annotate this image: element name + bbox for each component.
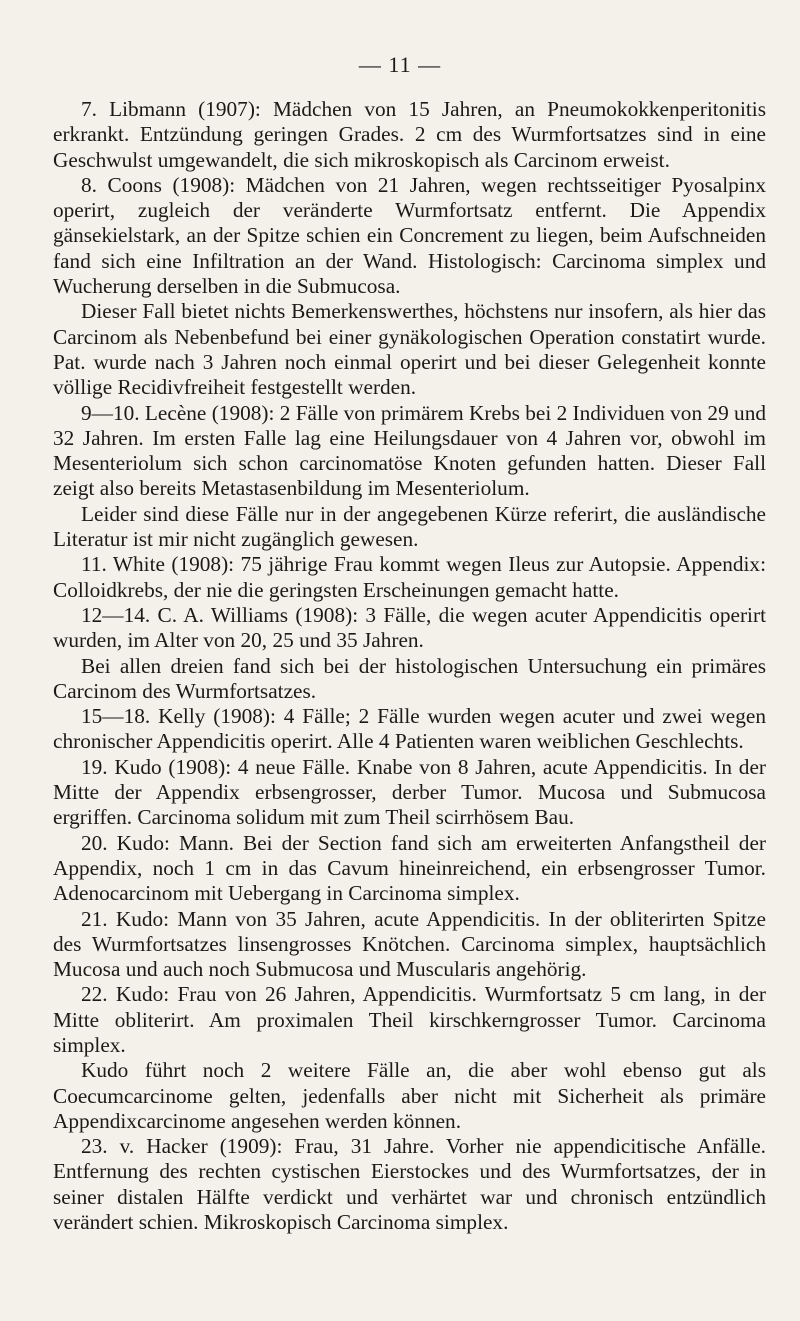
paragraph-case-12-14: 12—14. C. A. Williams (1908): 3 Fälle, die wegen acuter Appendicitis operirt wurden, im Alter von 20, 25 und 35 Jahren. [53,602,766,653]
paragraph-literature-note: Leider sind diese Fälle nur in der angegebenen Kürze referirt, die ausländische Literatur ist mir nicht zugänglich gewesen. [53,501,766,552]
paragraph-case-12-14-finding: Bei allen dreien fand sich bei der histologischen Untersuchung ein primäres Carcinom des Wurmfortsatzes. [53,653,766,703]
page-number: — 11 — [358,52,442,77]
paragraph-case-19: 19. Kudo (1908): 4 neue Fälle. Knabe von 8 Jahren, acute Appendicitis. In der Mitte der Appendix erbsengrosser, derber Tumor. Mucosa und Submucosa ergriffen. Carcinoma solidum mit zum Theil scirrhösem Bau. [53,754,766,830]
paragraph-kudo-note: Kudo führt noch 2 weitere Fälle an, die aber wohl ebenso gut als Coecumcarcinome gelten, jedenfalls aber nicht mit Sicherheit als primäre Appendixcarcinome angesehen werden können. [53,1058,766,1133]
paragraph-case-9-10: 9—10. Lecène (1908): 2 Fälle von primärem Krebs bei 2 Individuen von 29 und 32 Jahren. Im ersten Falle lag eine Heilungsdauer von 4 Jahren vor, obwohl im Mesenteriolum sich schon carcinomatöse Knoten gefunden hatten. Dieser Fall zeigt also bereits Metastasenbildung im Mesenteriolum. [53,400,766,501]
paragraph-case-7: 7. Libmann (1907): Mädchen von 15 Jahren, an Pneumokokkenperitonitis erkrankt. Entzündung geringen Grades. 2 cm des Wurmfortsatzes sind in eine Geschwulst umgewandelt, die sich mikroskopisch als Carcinom erweist. [53,97,766,172]
paragraph-case-21: 21. Kudo: Mann von 35 Jahren, acute Appendicitis. In der obliterirten Spitze des Wurmfortsatzes linsengrosses Knötchen. Carcinoma simplex, hauptsächlich Mucosa und auch noch Submucosa und Muscularis angehörig. [53,906,766,982]
paragraph-case-8: 8. Coons (1908): Mädchen von 21 Jahren, wegen rechtsseitiger Pyosalpinx operirt, zugleich der veränderte Wurmfortsatz entfernt. Die Appendix gänsekielstark, an der Spitze schien ein Concrement zu liegen, beim Aufschneiden fand sich eine Infiltration an der Wand. Histologisch: Carcinoma simplex und Wucherung derselben in die Submucosa. [53,172,766,299]
paragraph-case-23: 23. v. Hacker (1909): Frau, 31 Jahre. Vorher nie appendicitische Anfälle. Entfernung des rechten cystischen Eierstockes und des Wurmfortsatzes, der in seiner distalen Hälfte verdickt und verhärtet war und chronisch entzündlich verändert schien. Mikroskopisch Carcinoma simplex. [53,1134,766,1235]
paragraph-case-15-18: 15—18. Kelly (1908): 4 Fälle; 2 Fälle wurden wegen acuter und zwei wegen chronischer Appendicitis operirt. Alle 4 Patienten waren weiblichen Geschlechts. [53,704,766,754]
paragraph-case-22: 22. Kudo: Frau von 26 Jahren, Appendicitis. Wurmfortsatz 5 cm lang, in der Mitte obliterirt. Am proximalen Theil kirschkerngrosser Tumor. Carcinoma simplex. [53,982,766,1057]
body-text [53,97,766,1235]
paragraph-case-8-comment: Dieser Fall bietet nichts Bemerkenswerthes, höchstens nur insofern, als hier das Carcinom als Nebenbefund bei einer gynäkologischen Operation constatirt wurde. Pat. wurde nach 3 Jahren noch einmal operirt und bei dieser Gelegenheit konnte völlige Recidivfreiheit festgestellt werden. [53,299,766,400]
paragraph-case-11: 11. White (1908): 75 jährige Frau kommt wegen Ileus zur Autopsie. Appendix: Colloidkrebs, der nie die geringsten Erscheinungen gemacht hatte. [53,552,766,602]
paragraph-case-20: 20. Kudo: Mann. Bei der Section fand sich am erweiterten Anfangstheil der Appendix, noch 1 cm in das Cavum hineinreichend, ein erbsengrosser Tumor. Adenocarcinom mit Uebergang in Carcinoma simplex. [53,830,766,906]
